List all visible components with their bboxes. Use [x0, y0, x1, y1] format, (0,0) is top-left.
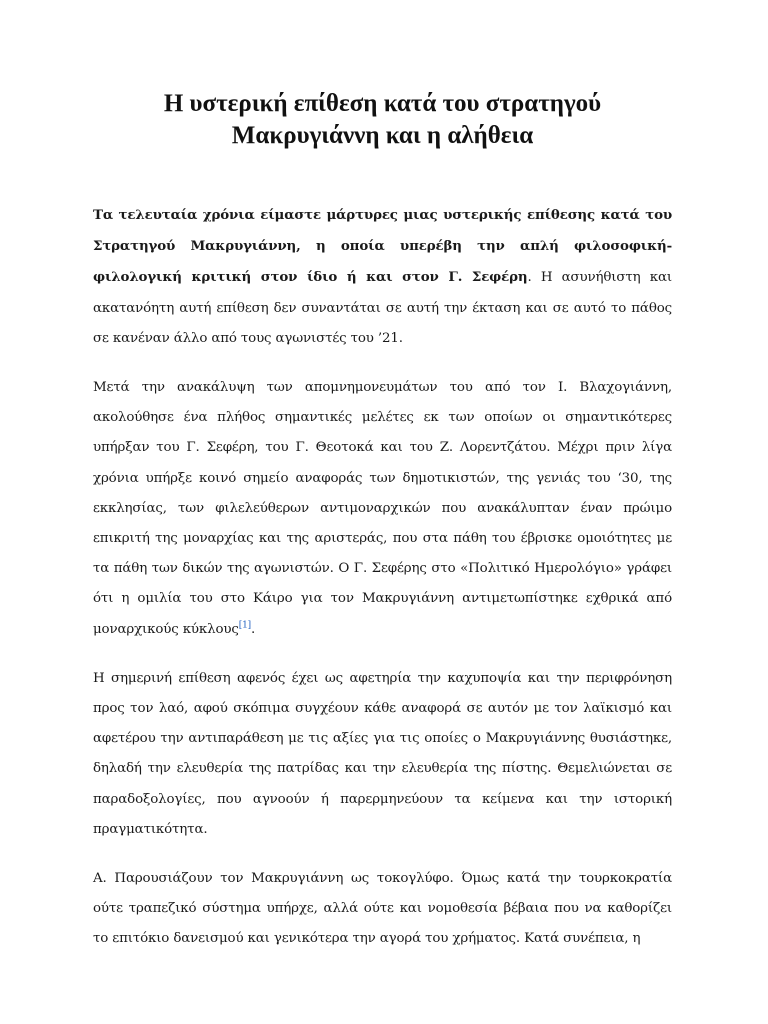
paragraph-intro	[93, 200, 672, 354]
intro-bold-text: Τα τελευταία χρόνια είμαστε μάρτυρες μιας υστερικής επίθεσης κατά του Στρατηγού Μακρυγιάννη, η οποία υπερέβη την απλή φιλοσοφική-φιλολογική κριτική στον ίδιο ή και στον Γ. Σεφέρη	[93, 207, 672, 286]
document-title	[93, 88, 672, 152]
intro-text: . Η ασυνήθιστη και ακατανόητη αυτή επίθεση δεν συναντάται σε αυτή την έκταση και σε αυτό το πάθος σε κανέναν άλλο από τους αγωνιστές του ’21.	[93, 270, 672, 346]
title-line-2: Μακρυγιάννη και η αλήθεια	[231, 122, 534, 149]
title-line-1: Η υστερική επίθεση κατά του στρατηγού	[163, 90, 602, 117]
studies-end: .	[251, 621, 256, 637]
paragraph-attack	[93, 664, 672, 845]
attack-text: Η σημερινή επίθεση αφενός έχει ως αφετηρία την καχυποψία και την περιφρόνηση προς τον λαό, αφού σκόπιμα συγχέουν κάθε αναφορά σε αυτόν με τον λαϊκισμό και αφετέρου την αντιπαράθεση με τις αξίες για τις οποίες ο Μακρυγιάννης θυσιάστηκε, δηλαδή την ελευθερία της πατρίδας και την ελευθερία της πίστης. Θεμελιώνεται σε παραδοξολογίες, που αγνοούν ή παρερμηνεύουν τα κείμενα και την ιστορική πραγματικότητα.	[93, 670, 672, 837]
usury-text: Α. Παρουσιάζουν τον Μακρυγιάννη ως τοκογλύφο. Όμως κατά την τουρκοκρατία ούτε τραπεζικό σύστημα υπήρχε, αλλά ούτε και νομοθεσία βέβαια που να καθορίζει το επιτόκιο δανεισμού και γενικότερα την αγορά του χρήματος. Κατά συνέπεια, η	[93, 871, 672, 947]
paragraph-studies	[93, 373, 672, 645]
footnote-link[interactable]: [1]	[238, 620, 252, 631]
studies-text: Μετά την ανακάλυψη των απομνημονευμάτων του από τον Ι. Βλαχογιάννη, ακολούθησε ένα πλήθος σημαντικές μελέτες εκ των οποίων οι σημαντικότερες υπήρξαν του Γ. Σεφέρη, του Γ. Θεοτοκά και του Ζ. Λορεντζάτου. Μέχρι πριν λίγα χρόνια υπήρξε κοινό σημείο αναφοράς των δημοτικιστών, της γενιάς του ‘30, της εκκλησίας, των φιλελεύθερων αντιμοναρχικών που ανακάλυπταν έναν πρώιμο επικριτή της μοναρχίας και της αριστεράς, που στα πάθη του έβρισκε ομοιότητες με τα πάθη των δικών της αγωνιστών. Ο Γ. Σεφέρης στο «Πολιτικό Ημερολόγιο» γράφει ότι η ομιλία του στο Κάιρο για τον Μακρυγιάννη αντιμετωπίστηκε εχθρικά από μοναρχικούς κύκλους	[93, 380, 672, 637]
paragraph-usury	[93, 864, 672, 955]
document-page	[93, 88, 672, 955]
